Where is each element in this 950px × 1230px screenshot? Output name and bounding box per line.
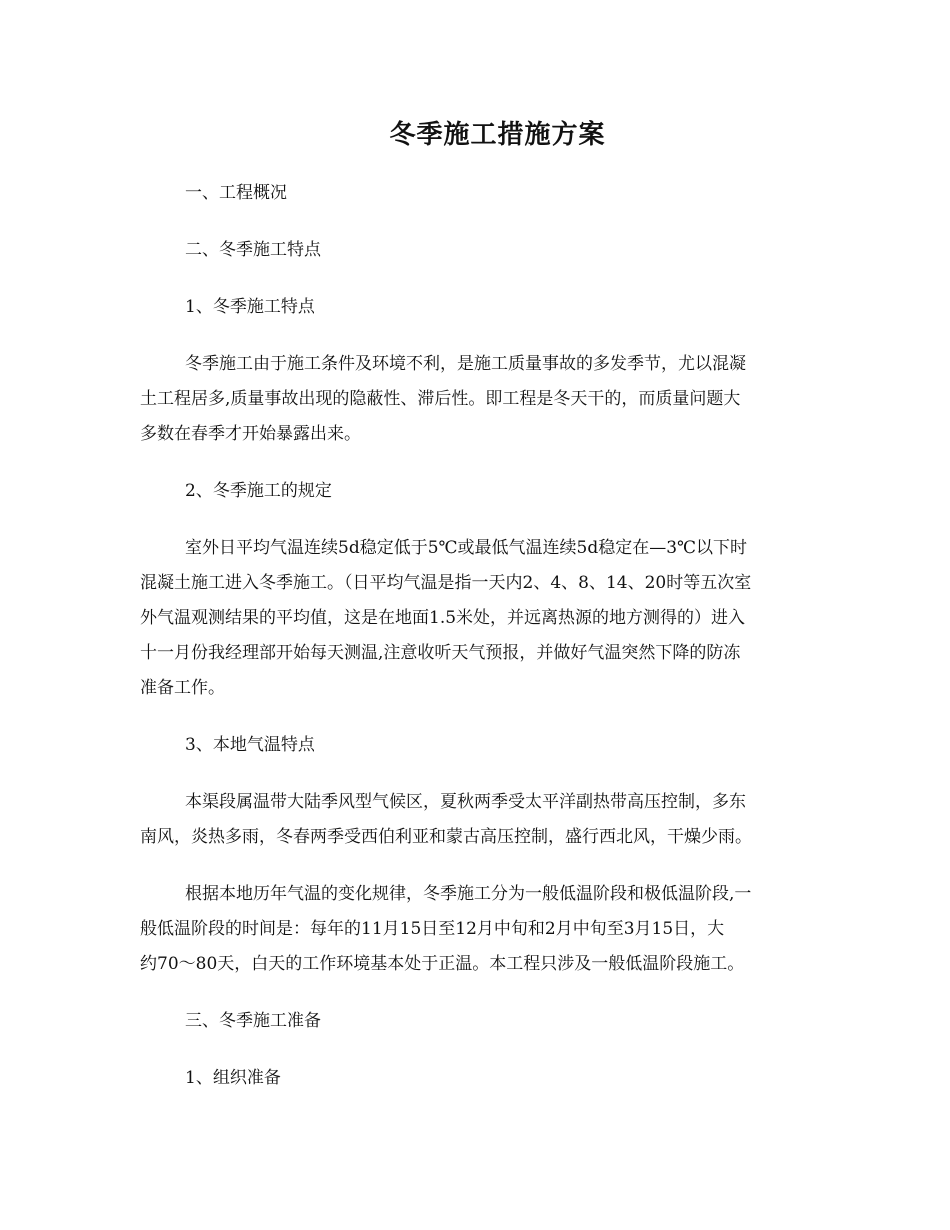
subheading-winter-features: 1、冬季施工特点 — [185, 297, 315, 317]
paragraph-line: 根据本地历年气温的变化规律，冬季施工分为一般低温阶段和极低温阶段,一 — [185, 884, 752, 904]
document-body — [140, 176, 810, 1096]
paragraph-line: 多数在春季才开始暴露出来。 — [140, 424, 361, 444]
section-heading-overview: 一、工程概况 — [185, 183, 287, 203]
section-heading-winter-preparation: 三、冬季施工准备 — [185, 1011, 321, 1031]
paragraph-line: 混凝土施工进入冬季施工。（日平均气温是指一天内2、4、8、14、20时等五次室 — [140, 573, 752, 593]
paragraph-line: 外气温观测结果的平均值，这是在地面1.5米处，并远离热源的地方测得的）进入 — [140, 608, 746, 628]
paragraph-line: 南风，炎热多雨，冬春两季受西伯利亚和蒙古高压控制，盛行西北风，干燥少雨。 — [140, 827, 752, 847]
paragraph-line: 土工程居多,质量事故出现的隐蔽性、滞后性。即工程是冬天干的，而质量问题大 — [140, 389, 741, 409]
subheading-organization-preparation: 1、组织准备 — [185, 1068, 281, 1088]
paragraph-line: 约70～80天，白天的工作环境基本处于正温。本工程只涉及一般低温阶段施工。 — [140, 954, 745, 974]
paragraph-local-climate — [140, 785, 810, 855]
paragraph-line: 室外日平均气温连续5d稳定低于5℃或最低气温连续5d稳定在—3℃以下时 — [185, 538, 748, 558]
document-title: 冬季施工措施方案 — [389, 120, 606, 150]
subheading-local-climate: 3、本地气温特点 — [185, 735, 315, 755]
paragraph-line: 十一月份我经理部开始每天测温,注意收听天气预报，并做好气温突然下降的防冻 — [140, 643, 741, 663]
section-heading-winter-features: 二、冬季施工特点 — [185, 240, 321, 260]
paragraph-winter-features — [140, 347, 810, 452]
subheading-winter-rules: 2、冬季施工的规定 — [185, 481, 332, 501]
paragraph-temperature-stages — [140, 877, 810, 982]
paragraph-line: 般低温阶段的时间是：每年的11月15日至12月中旬和2月中旬至3月15日，大 — [140, 919, 725, 939]
paragraph-winter-rules — [140, 531, 810, 706]
paragraph-line: 本渠段属温带大陆季风型气候区，夏秋两季受太平洋副热带高压控制，多东 — [185, 792, 746, 812]
paragraph-line: 冬季施工由于施工条件及环境不利，是施工质量事故的多发季节，尤以混凝 — [185, 354, 746, 374]
paragraph-line: 准备工作。 — [140, 678, 225, 698]
